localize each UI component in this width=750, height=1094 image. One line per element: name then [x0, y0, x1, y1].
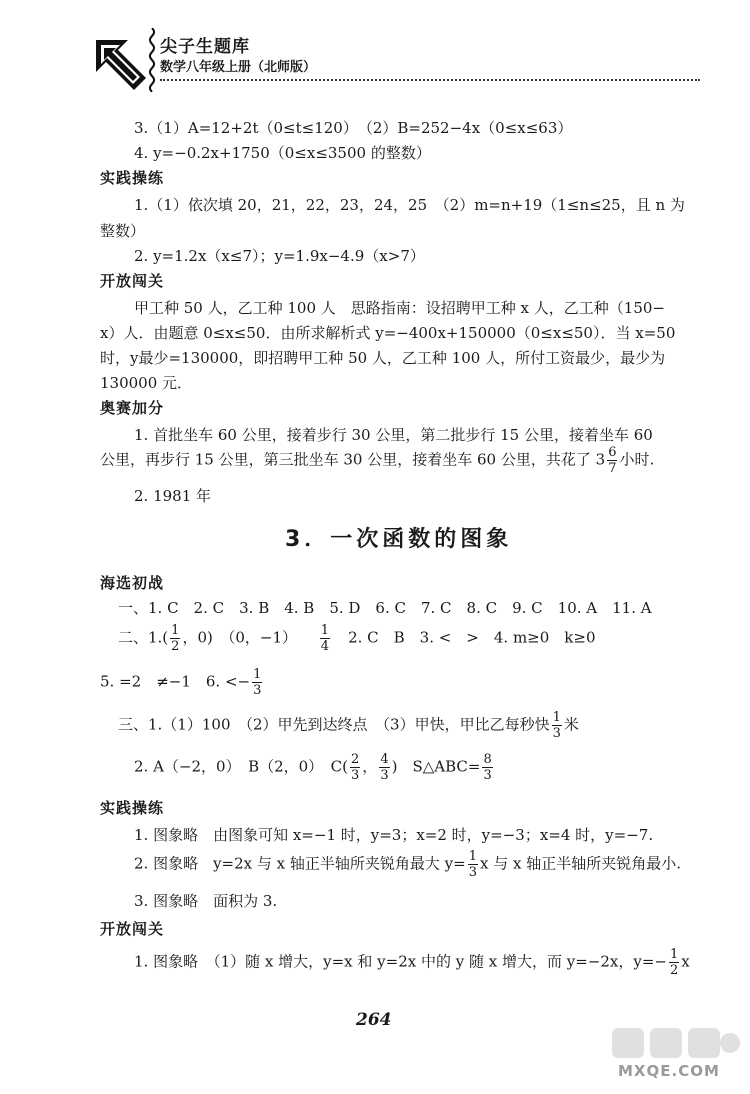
answer-line: x）人．由题意 0≤x≤50．由所求解析式 y=−400x+150000（0≤x≤50）．当 x=50 — [100, 324, 676, 342]
answer-line: 3. 图象略 面积为 3. — [134, 892, 278, 910]
answer-line: 5. =2 ≠−1 6. <− $\frac{1}{3}$ — [100, 667, 262, 698]
answer-line: 130000 元． — [100, 374, 193, 392]
answer-line: 2. A（−2，0） B（2，0） C( $\frac{2}{3}$ ， $\frac{4}{3}$ ) S△ABC= $\frac{8}{3}$ — [134, 752, 492, 783]
answer-line: 2. y=1.2x（x≤7）；y=1.9x−4.9（x>7） — [134, 247, 425, 265]
header-rule — [160, 79, 700, 81]
answer-line: 1.（1）依次填 20，21，22，23，24，25 （2）m=n+19（1≤n≤25，且 n 为 — [134, 196, 685, 214]
answer-line: 甲工种 50 人，乙工种 100 人 思路指南：设招聘甲工种 x 人，乙工种（150− — [134, 299, 665, 317]
answer-line: 1. 图象略 （1）随 x 增大，y=x 和 y=2x 中的 y 随 x 增大，而 y=−2x，y=− $\frac{1}{2}$ x — [134, 947, 690, 978]
answer-line: 4. y=−0.2x+1750（0≤x≤3500 的整数） — [134, 144, 431, 162]
book-title: 尖子生题库 — [160, 37, 250, 57]
section-heading: 开放闯关 — [100, 272, 165, 290]
arrow-logo-icon — [92, 36, 150, 94]
section-heading: 海选初战 — [100, 574, 165, 592]
answer-line: 1. 首批坐车 60 公里，接着步行 30 公里，第二批步行 15 公里，接着坐车 60 — [134, 426, 653, 444]
wavy-divider-icon — [148, 28, 156, 92]
answer-line: 一、1. C 2. C 3. B 4. B 5. D 6. C 7. C 8. C 9. C 10. A 11. A — [118, 599, 652, 617]
answer-line: 三、1.（1）100 （2）甲先到达终点 （3）甲快，甲比乙每秒快 $\frac{1}{3}$ 米 — [118, 710, 579, 741]
answer-line: 2. 图象略 y=2x 与 x 轴正半轴所夹锐角最大 y= $\frac{1}{3}$ x 与 x 轴正半轴所夹锐角最小. — [134, 849, 681, 880]
answer-line: 1. 图象略 由图象可知 x=−1 时，y=3；x=2 时，y=−3；x=4 时，y=−7. — [134, 826, 654, 844]
section-heading: 实践操练 — [100, 169, 165, 187]
answer-line: 公里，再步行 15 公里，第三批坐车 30 公里，接着坐车 60 公里，共花了 3 $\frac{6}{7}$ 小时. — [100, 445, 655, 476]
section-heading: 开放闯关 — [100, 920, 165, 938]
section-heading: 奥赛加分 — [100, 399, 165, 417]
answer-line: 二、1.( $\frac{1}{2}$ ，0) （0，−1） $\frac{1}{4}$ 2. C B 3. < > 4. m≥0 k≥0 — [118, 623, 596, 654]
answer-line: 2. 1981 年 — [134, 487, 212, 505]
section-heading: 实践操练 — [100, 799, 165, 817]
chapter-title: 3．一次函数的图象 — [285, 527, 513, 552]
answer-line: 3.（1）A=12+2t（0≤t≤120） （2）B=252−4x（0≤x≤63） — [134, 119, 573, 137]
book-subtitle: 数学八年级上册（北师版） — [160, 60, 317, 75]
watermark-text: MXQE.COM — [618, 1062, 720, 1080]
page-number: 264 — [356, 1010, 392, 1030]
answer-line: 时，y最少=130000，即招聘甲工种 50 人，乙工种 100 人，所付工资最少，最少为 — [100, 349, 666, 367]
answer-line: 整数） — [100, 222, 146, 240]
